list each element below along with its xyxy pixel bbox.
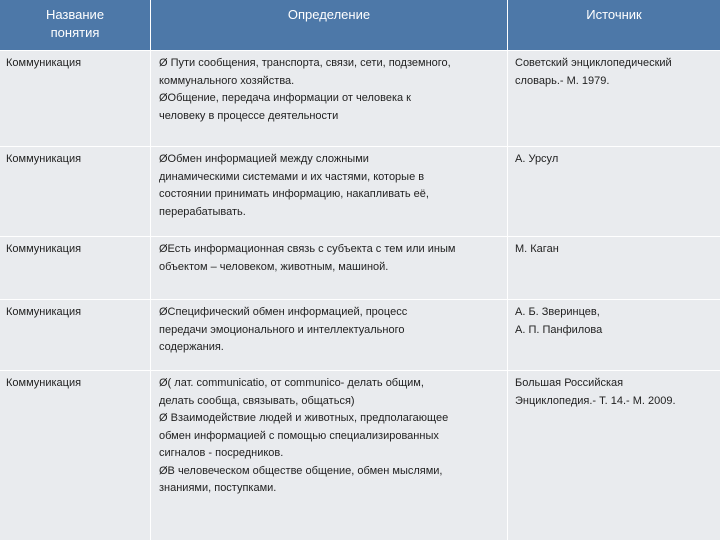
row-2-src-line: А. Урсул: [515, 153, 559, 165]
header-term: [0, 0, 150, 50]
row-5-definition: [151, 371, 507, 540]
row-1-src-line: словарь.- М. 1979.: [515, 74, 610, 87]
row-3-source: [508, 237, 720, 300]
row-5-def-line: знаниями, поступками.: [159, 482, 277, 494]
header-source: Источник: [508, 0, 720, 50]
row-5-term: Коммуникация: [6, 377, 82, 389]
row-1-def-line: ØОбщение, передача информации от человека к: [159, 92, 411, 104]
row-4-source: [508, 300, 720, 370]
row-5-def-line: обмен информацией с помощью специализированных: [159, 429, 439, 442]
row-1-def-line: Ø Пути сообщения, транспорта, связи, сети, подземного,: [159, 57, 451, 69]
row-divider: [0, 146, 720, 147]
row-5-source: [508, 371, 720, 540]
row-1-def-line: человеку в процессе деятельности: [159, 109, 339, 122]
row-2-term: Коммуникация: [6, 153, 82, 165]
row-2-def-line: состоянии принимать информацию, накапливать её,: [159, 188, 429, 200]
row-3-src-line: М. Каган: [515, 243, 559, 255]
row-3-definition: [151, 237, 507, 300]
row-1-src-line: Советский энциклопедический: [515, 57, 672, 69]
row-1-definition: [151, 51, 507, 147]
row-1-source: [508, 51, 720, 147]
row-5-def-line: делать сообща, связывать, общаться): [159, 394, 355, 407]
row-5-def-line: Ø( лат. communicatio, от communico- делать общим,: [159, 377, 424, 389]
row-2-def-line: ØОбмен информацией между сложными: [159, 153, 369, 165]
row-5-def-line: Ø Взаимодействие людей и животных, предполагающее: [159, 412, 449, 424]
row-2-definition: [151, 147, 507, 237]
header-term-line2: понятия: [50, 25, 100, 40]
row-4-def-line: содержания.: [159, 341, 224, 353]
row-4-term: Коммуникация: [6, 306, 82, 318]
row-4-def-line: ØСпецифический обмен информацией, процесс: [159, 306, 408, 318]
row-4-src-line: А. Б. Зверинцев,: [515, 306, 600, 318]
column-divider: [507, 0, 508, 540]
row-5-src-line: Энциклопедия.- Т. 14.- М. 2009.: [515, 394, 676, 407]
row-1-def-line: коммунального хозяйства.: [159, 74, 295, 87]
row-divider: [0, 299, 720, 300]
row-4-def-line: передачи эмоционального и интеллектуального: [159, 323, 405, 336]
header-term-line1: Название: [45, 7, 105, 22]
row-3-def-line: объектом – человеком, животным, машиной.: [159, 260, 389, 273]
row-divider: [0, 236, 720, 237]
row-5-src-line: Большая Российская: [515, 377, 624, 389]
row-2-def-line: динамическими системами и их частями, которые в: [159, 170, 425, 183]
row-5-def-line: сигналов - посредников.: [159, 447, 284, 459]
header-definition: Определение: [151, 0, 507, 50]
column-divider: [150, 0, 151, 540]
row-5-def-line: ØВ человеческом обществе общение, обмен мыслями,: [159, 464, 443, 477]
row-4-definition: [151, 300, 507, 370]
row-3-term: Коммуникация: [6, 243, 82, 255]
row-divider: [0, 370, 720, 371]
row-1-term: Коммуникация: [6, 57, 82, 69]
row-4-src-line: А. П. Панфилова: [515, 323, 603, 336]
row-divider: [0, 50, 720, 51]
row-2-def-line: перерабатывать.: [159, 205, 246, 218]
row-2-source: [508, 147, 720, 237]
row-3-def-line: ØЕсть информационная связь с субъекта с тем или иным: [159, 243, 456, 255]
